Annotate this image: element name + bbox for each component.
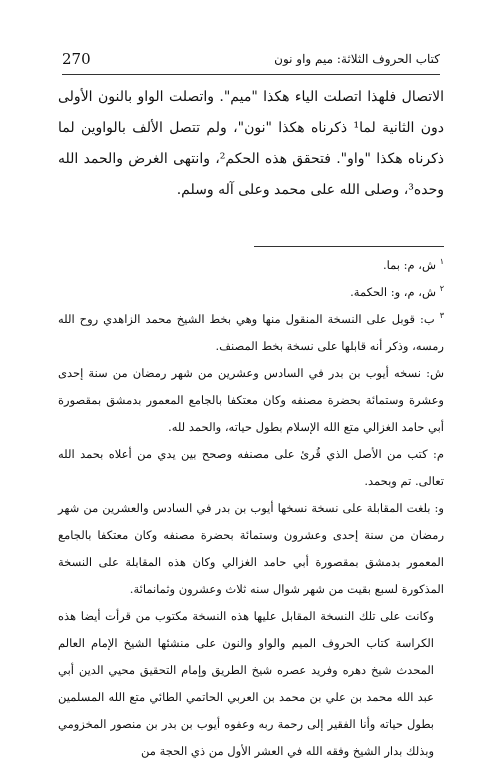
footnote-mark: ١: [439, 257, 444, 267]
footnote-1: [58, 252, 444, 279]
running-title: كتاب الحروف الثلاثة: ميم واو نون: [274, 52, 440, 66]
footnote-3: [58, 306, 444, 360]
page-number: 270: [62, 50, 91, 68]
footnote-2: [58, 279, 444, 306]
footnote-mark: ٣: [439, 311, 445, 321]
footnote-mark: ٢: [439, 284, 444, 294]
footnote-text: ب: قوبل على النسخة المنقول منها وهي بخط الشيخ محمد الزاهدي روح الله رمسه، وذكر أنه قابلها على نسخة بخط المصنف.: [58, 312, 444, 353]
colophon-m: م: كتب من الأصل الذي قُرئ على مصنفه وصحح بين يدي من أعلاه بحمد الله تعالى. تم وبحمد.: [58, 447, 444, 488]
colophon-sh: ش: نسخه أيوب بن بدر في السادس وعشرين من شهر رمضان من سنة إحدى وعشرة وستمائة بحضرة مصنفه وكان معتكفا بالجامع المعمور بدمشق بمقصورة أبي حامد الغزالي متع الله الإسلام بطول حياته، والحمد لله.: [58, 366, 444, 434]
footnote-text: ش، م، و: الحكمة.: [350, 285, 437, 299]
colophon-note: وكانت على تلك النسخة المقابل عليها هذه النسخة مكتوب من قرأت أيضا هذه الكراسة كتاب الحروف الميم والواو والنون على منشئها الشيخ الإمام العالم المحدث شيخ دهره وفريد عصره شيخ الطريق وإمام التحقيق محيي الدين أبي عبد الله محمد بن علي بن محمد بن العربي الحاتمي الطائي متع الله المسلمين بطول حياته وأنا الفقير إلى رحمة ربه وعفوه أيوب بن بدر بن منصور المخزومي وبذلك بدار الشيخ وفقه الله في العشر الأول من ذي الحجة من: [58, 609, 434, 758]
main-paragraph: الاتصال فلهذا اتصلت الياء هكذا "ميم". واتصلت الواو بالنون الأولى دون الثانية لما¹ ذكرناه هكذا "نون"، ولم تتصل الألف بالواوين لما ذكرناه هكذا "واو". فتحقق هذه الحكم²، وانتهى الغرض والحمد الله وحده³، وصلى الله على محمد وعلى آله وسلم.: [58, 89, 444, 198]
main-text: [58, 82, 444, 206]
page-header: [62, 48, 440, 75]
footnote-divider: [254, 246, 444, 247]
colophon-w: و: بلغت المقابلة على نسخة نسخها أيوب بن بدر في السادس والعشرين من شهر رمضان من سنة إحدى وعشرون وستمائة بحضرة مصنفه وكان معتكفا بالجامع المعمور بدمشق بمقصورة أبي حامد الغزالي وكان هذه المقابلة على النسخة المذكورة لسبع بقيت من شهر شوال سنه ثلاث وعشرون وثمانمائة.: [58, 501, 444, 596]
footnote-text: ش، م: بما.: [382, 258, 437, 272]
footnotes: [58, 252, 444, 765]
